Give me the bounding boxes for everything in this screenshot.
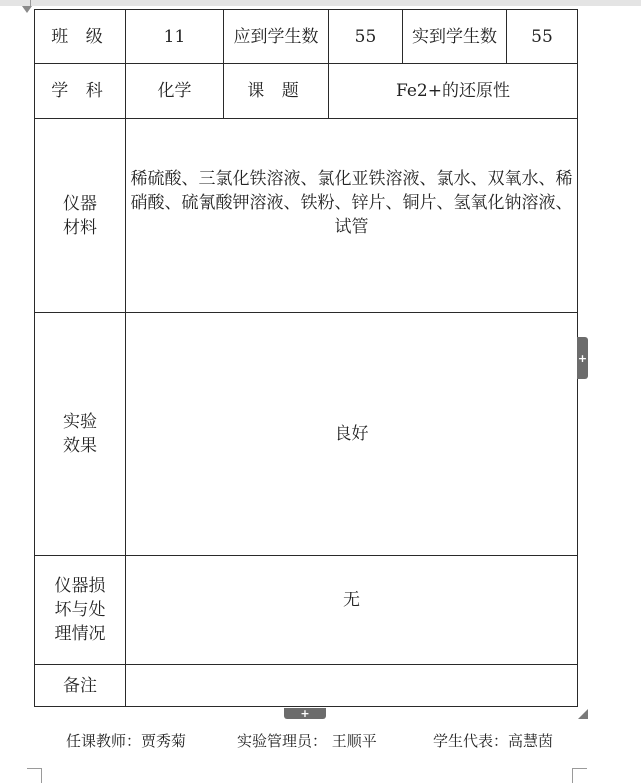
materials-label-cell bbox=[35, 119, 126, 313]
class-label-cell: 班 级 bbox=[35, 10, 126, 64]
lab-manager-signature: 实验管理员： 王顺平 bbox=[237, 732, 377, 750]
subject-value-cell[interactable]: 化学 bbox=[126, 64, 224, 119]
materials-value-cell[interactable] bbox=[126, 119, 578, 313]
materials-label-line-1: 仪器 bbox=[63, 193, 97, 214]
add-column-plus-icon[interactable]: + bbox=[577, 337, 588, 379]
table-move-handle-icon[interactable] bbox=[22, 6, 32, 13]
class-value-cell[interactable]: 11 bbox=[126, 10, 224, 64]
table-row bbox=[35, 119, 578, 313]
actual-students-label-cell: 实到学生数 bbox=[403, 10, 507, 64]
signature-footer bbox=[66, 730, 586, 752]
damage-label-line-2: 坏与处 bbox=[54, 600, 106, 620]
expected-students-label-cell: 应到学生数 bbox=[224, 10, 329, 64]
damage-value-cell[interactable]: 无 bbox=[126, 556, 578, 665]
table-row bbox=[35, 64, 578, 119]
materials-label-line-2: 材料 bbox=[63, 217, 97, 238]
student-representative-signature: 学生代表：高慧茵 bbox=[433, 732, 554, 750]
remarks-label-cell: 备注 bbox=[35, 665, 126, 707]
subject-label-cell: 学 科 bbox=[35, 64, 126, 119]
table-row bbox=[35, 10, 578, 64]
damage-label-line-3: 理情况 bbox=[54, 624, 106, 644]
top-ruler-bar bbox=[0, 0, 641, 6]
topic-label-cell: 课 题 bbox=[224, 64, 329, 119]
effect-label-line-1: 实验 bbox=[63, 412, 97, 432]
damage-label-line-1: 仪器损 bbox=[54, 576, 106, 596]
add-row-plus-icon[interactable]: + bbox=[284, 708, 326, 719]
page-corner-bottom-right bbox=[572, 768, 587, 783]
lab-record-table bbox=[34, 9, 578, 707]
table-row bbox=[35, 665, 578, 707]
teacher-signature: 任课教师：贾秀菊 bbox=[66, 732, 187, 750]
materials-value-text: 稀硫酸、三氯化铁溶液、氯化亚铁溶液、氯水、双氧水、稀硝酸、硫氰酸钾溶液、铁粉、锌片、铜片、氢氧化钠溶液、试管 bbox=[130, 169, 573, 237]
effect-label-line-2: 效果 bbox=[63, 436, 97, 456]
table-row bbox=[35, 556, 578, 665]
actual-students-value-cell[interactable]: 55 bbox=[507, 10, 578, 64]
effect-label-cell bbox=[35, 313, 126, 556]
page-corner-bottom-left bbox=[27, 768, 42, 783]
topic-value-cell[interactable]: Fe2+的还原性 bbox=[329, 64, 578, 119]
table-resize-handle-icon[interactable] bbox=[578, 709, 588, 719]
expected-students-value-cell[interactable]: 55 bbox=[329, 10, 403, 64]
table-row bbox=[35, 313, 578, 556]
damage-label-cell bbox=[35, 556, 126, 665]
effect-value-cell[interactable]: 良好 bbox=[126, 313, 578, 556]
remarks-value-cell[interactable] bbox=[126, 665, 578, 707]
